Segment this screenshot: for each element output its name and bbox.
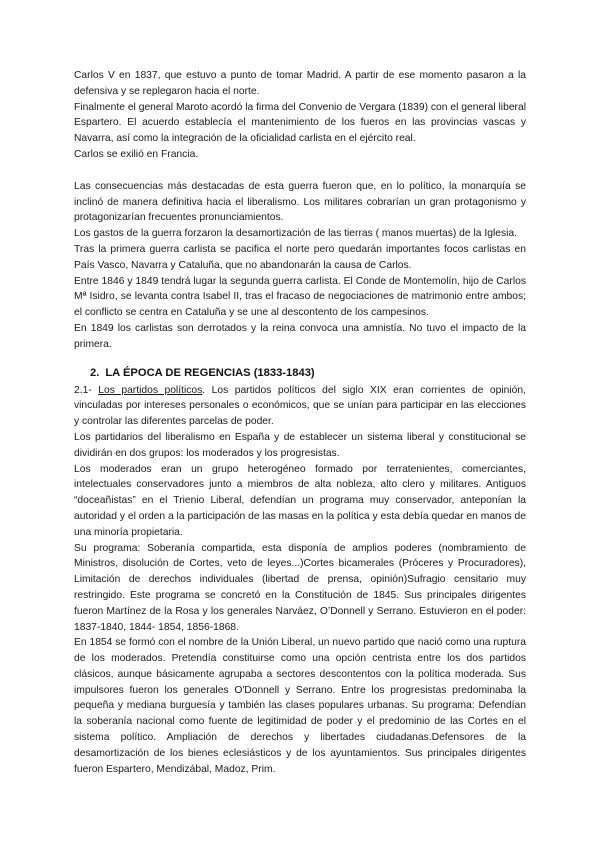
paragraph-partidos-politicos [74,383,526,430]
paragraph-spacer [74,163,526,179]
subsection-number: 2.1- [74,384,92,396]
paragraph-union-liberal: En 1854 se formó con el nombre de la Unión Liberal, un nuevo partido que nació como una ruptura de los moderados. Pretendía constituirse como una opción centrista entre los dos partidos clásicos, aunque básicamente agrupaba a sectores descontentos con la política moderada. Sus impulsores fueron los generales O'Donnell y Serrano. Entre los progresistas predominaba la pequeña y mediana burguesía y también las clases populares urbanas. Su programa: Defendían la soberanía nacional como fuente de legitimidad de poder y el predominio de las Cortes en el sistema político. Ampliación de derechos y libertades ciudadanas.Defensores de la desamortización de los bienes eclesiásticos y de los ayuntamientos. Sus principales dirigentes fueron Espartero, Mendizábal, Madoz, Prim. [74,637,526,775]
paragraph-consecuencias: Las consecuencias más destacadas de esta guerra fueron que, en lo político, la monarquía se inclinó de manera definitiva hacia el liberalismo. Los militares cobrarían un gran protagonismo y protagonizarían frecuentes pronunciamientos. [74,180,526,224]
section-heading [90,365,526,381]
paragraph-amnistia: En 1849 los carlistas son derrotados y la reina convoca una amnistía. No tuvo el impacto de la primera. [74,322,526,350]
paragraph-gastos-guerra: Los gastos de la guerra forzaron la desamortización de las tierras ( manos muertas) de la Iglesia. [74,228,517,240]
paragraph-carlos-madrid: Carlos V en 1837, que estuvo a punto de tomar Madrid. A partir de ese momento pasaron a la defensiva y se replegaron hacia el norte. [74,70,526,97]
section-title: LA ÉPOCA DE REGENCIAS (1833-1843) [105,366,315,379]
paragraph-segunda-guerra: Entre 1846 y 1849 tendrá lugar la segunda guerra carlista. El Conde de Montemolín, hijo de Carlos Mª Isidro, se levanta contra Isabel II, tras el fracaso de negociaciones de matrimonio entre ambos; el conflicto se centra en Cataluña y se une al descontento de los campesinos. [74,275,526,319]
paragraph-focos-carlistas: Tras la primera guerra carlista se pacifica el norte pero quedarán importantes focos carlistas en País Vasco, Navarra y Cataluña, que no abandonarán la causa de Carlos. [74,243,526,271]
paragraph-programa-moderado: Su programa: Soberanía compartida, esta disponía de amplios poderes (nombramiento de Ministros, disolución de Cortes, veto de leyes...)Cortes bicamerales (Próceres y Procuradores), Limitación de derechos individuales (libertad de prensa, opinión)Sufragio censitario muy restringido. Este programa se concretó en la Constitución de 1845. Sus principales dirigentes fueron Martínez de la Rosa y los generales Narváez, O’Donnell y Serrano. Estuvieron en el poder: 1837-1840, 1844- 1854, 1856-1868. [74,542,526,633]
subsection-title: Los partidos políticos [98,384,203,396]
paragraph-carlos-exilio: Carlos se exilió en Francia. [74,148,199,160]
paragraph-partidarios-liberalismo: Los partidarios del liberalismo en España y de establecer un sistema liberal y constitucional se dividirán en dos grupos: los moderados y los progresistas. [74,431,526,459]
paragraph-moderados: Los moderados eran un grupo heterogéneo formado por terratenientes, comerciantes, intelectuales conservadores junto a miembros de alta nobleza, alto clero y militares. Antiguos “doceañistas” en el Trienio Liberal, defendían un programa muy conservador, anteponían la autoridad y el orden a la participación de las masas en la política y esta debía quedar en manos de una minoría propietaria. [74,463,526,538]
paragraph-convenio-vergara: Finalmente el general Maroto acordó la firma del Convenio de Vergara (1839) con el general liberal Espartero. El acuerdo establecía el mantenimiento de los fueros en las provincias vascas y Navarra, así como la integración de la oficialidad carlista en el ejército real. [74,101,526,145]
section-number: 2. [90,366,100,379]
document-page [74,68,526,777]
subsection-intro: . Los partidos políticos del siglo XIX eran corrientes de opinión, vinculadas por intereses personales o económicos, que se unían para participar en las elecciones y controlar las diferentes parcelas de poder. [74,384,526,428]
